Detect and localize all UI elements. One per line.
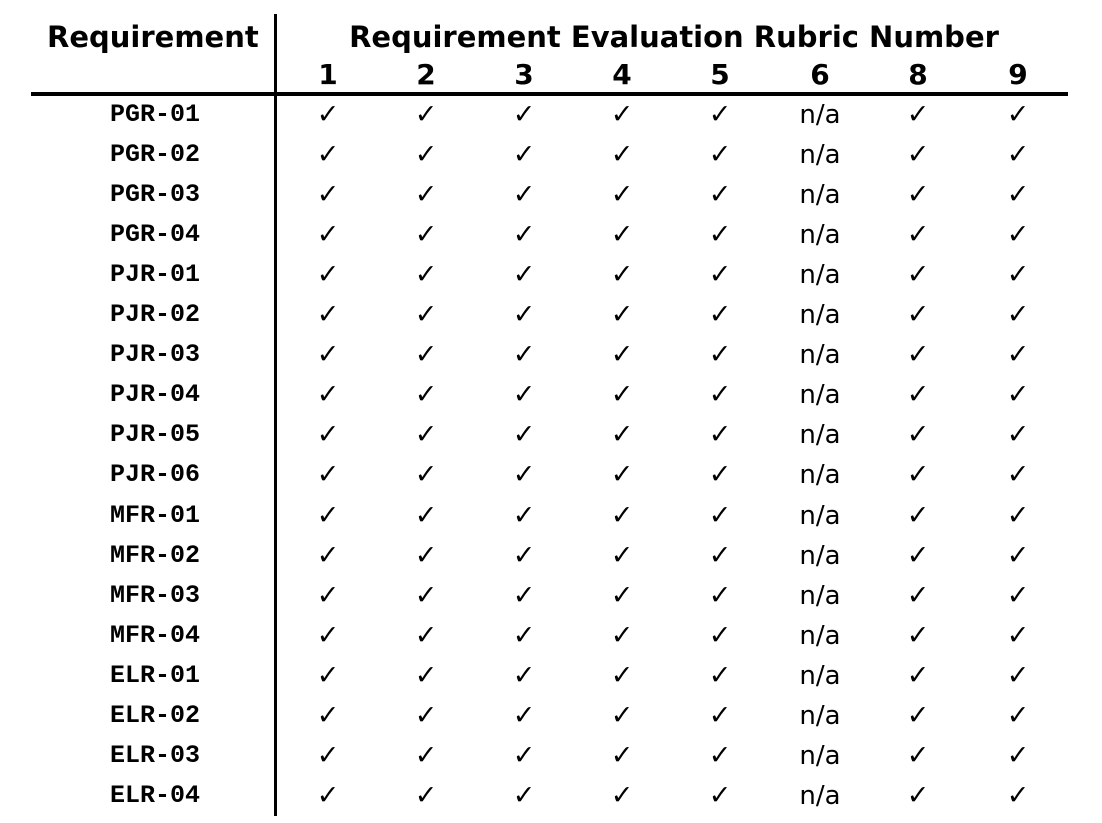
checkmark-icon: ✓ [1006, 419, 1030, 450]
checkmark-icon: ✓ [708, 620, 732, 651]
checkmark-icon: ✓ [414, 379, 438, 410]
checkmark-icon: ✓ [1006, 540, 1030, 571]
checkmark-icon: ✓ [316, 379, 340, 410]
not-applicable-mark: n/a [799, 300, 841, 330]
checkmark-icon: ✓ [316, 139, 340, 170]
checkmark-icon: ✓ [316, 500, 340, 531]
checkmark-icon: ✓ [512, 780, 536, 811]
checkmark-icon: ✓ [414, 139, 438, 170]
checkmark-icon: ✓ [610, 419, 634, 450]
requirement-id: PJR-05 [109, 420, 200, 449]
checkmark-icon: ✓ [1006, 379, 1030, 410]
column-header-9: 9 [1008, 58, 1028, 91]
not-applicable-mark: n/a [799, 661, 841, 691]
checkmark-icon: ✓ [316, 580, 340, 611]
not-applicable-mark: n/a [799, 100, 841, 130]
checkmark-icon: ✓ [708, 139, 732, 170]
checkmark-icon: ✓ [414, 99, 438, 130]
requirement-column-header: Requirement [47, 20, 259, 54]
column-header-5: 5 [710, 58, 730, 91]
checkmark-icon: ✓ [316, 740, 340, 771]
checkmark-icon: ✓ [1006, 459, 1030, 490]
checkmark-icon: ✓ [906, 540, 930, 571]
checkmark-icon: ✓ [906, 580, 930, 611]
column-header-3: 3 [514, 58, 534, 91]
checkmark-icon: ✓ [708, 419, 732, 450]
requirement-id: PGR-01 [109, 100, 200, 129]
checkmark-icon: ✓ [610, 500, 634, 531]
checkmark-icon: ✓ [1006, 299, 1030, 330]
checkmark-icon: ✓ [1006, 179, 1030, 210]
not-applicable-mark: n/a [799, 420, 841, 450]
not-applicable-mark: n/a [799, 380, 841, 410]
checkmark-icon: ✓ [414, 339, 438, 370]
checkmark-icon: ✓ [610, 740, 634, 771]
rubric-group-header: Requirement Evaluation Rubric Number [349, 20, 999, 54]
checkmark-icon: ✓ [610, 700, 634, 731]
requirement-id: PJR-06 [109, 460, 200, 489]
checkmark-icon: ✓ [610, 179, 634, 210]
column-header-4: 4 [612, 58, 632, 91]
checkmark-icon: ✓ [906, 259, 930, 290]
checkmark-icon: ✓ [316, 99, 340, 130]
checkmark-icon: ✓ [414, 780, 438, 811]
checkmark-icon: ✓ [316, 660, 340, 691]
checkmark-icon: ✓ [1006, 700, 1030, 731]
requirement-id: MFR-01 [109, 501, 200, 530]
checkmark-icon: ✓ [1006, 500, 1030, 531]
checkmark-icon: ✓ [610, 379, 634, 410]
checkmark-icon: ✓ [316, 259, 340, 290]
requirement-id: PJR-03 [109, 340, 200, 369]
checkmark-icon: ✓ [906, 620, 930, 651]
checkmark-icon: ✓ [414, 299, 438, 330]
checkmark-icon: ✓ [512, 540, 536, 571]
checkmark-icon: ✓ [512, 740, 536, 771]
checkmark-icon: ✓ [512, 299, 536, 330]
checkmark-icon: ✓ [316, 419, 340, 450]
checkmark-icon: ✓ [708, 179, 732, 210]
checkmark-icon: ✓ [414, 660, 438, 691]
checkmark-icon: ✓ [610, 540, 634, 571]
checkmark-icon: ✓ [512, 500, 536, 531]
vertical-divider [274, 14, 277, 816]
not-applicable-mark: n/a [799, 621, 841, 651]
requirement-id: PJR-04 [109, 380, 200, 409]
checkmark-icon: ✓ [708, 459, 732, 490]
checkmark-icon: ✓ [1006, 660, 1030, 691]
checkmark-icon: ✓ [708, 379, 732, 410]
checkmark-icon: ✓ [906, 500, 930, 531]
checkmark-icon: ✓ [1006, 339, 1030, 370]
requirement-id: ELR-02 [109, 701, 200, 730]
requirement-id: PGR-03 [109, 180, 200, 209]
not-applicable-mark: n/a [799, 501, 841, 531]
checkmark-icon: ✓ [610, 780, 634, 811]
column-header-2: 2 [416, 58, 436, 91]
checkmark-icon: ✓ [512, 179, 536, 210]
checkmark-icon: ✓ [414, 219, 438, 250]
not-applicable-mark: n/a [799, 541, 841, 571]
checkmark-icon: ✓ [316, 179, 340, 210]
not-applicable-mark: n/a [799, 260, 841, 290]
checkmark-icon: ✓ [708, 700, 732, 731]
checkmark-icon: ✓ [414, 540, 438, 571]
checkmark-icon: ✓ [512, 459, 536, 490]
checkmark-icon: ✓ [512, 620, 536, 651]
checkmark-icon: ✓ [512, 259, 536, 290]
checkmark-icon: ✓ [512, 339, 536, 370]
checkmark-icon: ✓ [414, 459, 438, 490]
checkmark-icon: ✓ [512, 419, 536, 450]
checkmark-icon: ✓ [512, 660, 536, 691]
checkmark-icon: ✓ [414, 500, 438, 531]
checkmark-icon: ✓ [906, 99, 930, 130]
checkmark-icon: ✓ [708, 99, 732, 130]
checkmark-icon: ✓ [708, 259, 732, 290]
not-applicable-mark: n/a [799, 781, 841, 811]
checkmark-icon: ✓ [906, 740, 930, 771]
checkmark-icon: ✓ [1006, 99, 1030, 130]
checkmark-icon: ✓ [610, 99, 634, 130]
checkmark-icon: ✓ [1006, 259, 1030, 290]
checkmark-icon: ✓ [414, 580, 438, 611]
checkmark-icon: ✓ [708, 500, 732, 531]
checkmark-icon: ✓ [316, 459, 340, 490]
not-applicable-mark: n/a [799, 741, 841, 771]
checkmark-icon: ✓ [316, 540, 340, 571]
checkmark-icon: ✓ [1006, 580, 1030, 611]
checkmark-icon: ✓ [1006, 620, 1030, 651]
checkmark-icon: ✓ [610, 339, 634, 370]
checkmark-icon: ✓ [512, 580, 536, 611]
checkmark-icon: ✓ [708, 540, 732, 571]
checkmark-icon: ✓ [610, 620, 634, 651]
requirement-id: MFR-03 [109, 581, 200, 610]
not-applicable-mark: n/a [799, 180, 841, 210]
checkmark-icon: ✓ [906, 339, 930, 370]
column-header-1: 1 [318, 58, 338, 91]
checkmark-icon: ✓ [414, 419, 438, 450]
checkmark-icon: ✓ [906, 419, 930, 450]
checkmark-icon: ✓ [414, 700, 438, 731]
checkmark-icon: ✓ [708, 219, 732, 250]
checkmark-icon: ✓ [512, 219, 536, 250]
checkmark-icon: ✓ [708, 780, 732, 811]
checkmark-icon: ✓ [512, 99, 536, 130]
checkmark-icon: ✓ [316, 780, 340, 811]
requirement-id: MFR-04 [109, 621, 200, 650]
checkmark-icon: ✓ [512, 139, 536, 170]
checkmark-icon: ✓ [414, 179, 438, 210]
not-applicable-mark: n/a [799, 220, 841, 250]
checkmark-icon: ✓ [316, 620, 340, 651]
checkmark-icon: ✓ [610, 219, 634, 250]
not-applicable-mark: n/a [799, 460, 841, 490]
checkmark-icon: ✓ [610, 259, 634, 290]
checkmark-icon: ✓ [316, 339, 340, 370]
checkmark-icon: ✓ [906, 700, 930, 731]
checkmark-icon: ✓ [906, 139, 930, 170]
checkmark-icon: ✓ [610, 139, 634, 170]
checkmark-icon: ✓ [414, 740, 438, 771]
checkmark-icon: ✓ [316, 219, 340, 250]
not-applicable-mark: n/a [799, 340, 841, 370]
checkmark-icon: ✓ [316, 299, 340, 330]
checkmark-icon: ✓ [1006, 139, 1030, 170]
checkmark-icon: ✓ [512, 379, 536, 410]
checkmark-icon: ✓ [708, 740, 732, 771]
checkmark-icon: ✓ [708, 299, 732, 330]
checkmark-icon: ✓ [610, 580, 634, 611]
requirement-id: PJR-01 [109, 260, 200, 289]
checkmark-icon: ✓ [708, 339, 732, 370]
checkmark-icon: ✓ [906, 299, 930, 330]
checkmark-icon: ✓ [512, 700, 536, 731]
checkmark-icon: ✓ [610, 299, 634, 330]
checkmark-icon: ✓ [316, 700, 340, 731]
requirement-id: ELR-04 [109, 781, 200, 810]
requirement-id: PGR-02 [109, 140, 200, 169]
checkmark-icon: ✓ [906, 780, 930, 811]
checkmark-icon: ✓ [414, 620, 438, 651]
checkmark-icon: ✓ [906, 660, 930, 691]
requirement-id: ELR-03 [109, 741, 200, 770]
requirement-id: PGR-04 [109, 220, 200, 249]
checkmark-icon: ✓ [610, 660, 634, 691]
not-applicable-mark: n/a [799, 701, 841, 731]
checkmark-icon: ✓ [1006, 740, 1030, 771]
column-header-8: 8 [908, 58, 928, 91]
checkmark-icon: ✓ [1006, 219, 1030, 250]
checkmark-icon: ✓ [906, 379, 930, 410]
checkmark-icon: ✓ [708, 660, 732, 691]
requirement-id: PJR-02 [109, 300, 200, 329]
checkmark-icon: ✓ [708, 580, 732, 611]
not-applicable-mark: n/a [799, 581, 841, 611]
checkmark-icon: ✓ [1006, 780, 1030, 811]
checkmark-icon: ✓ [414, 259, 438, 290]
requirement-id: MFR-02 [109, 541, 200, 570]
checkmark-icon: ✓ [906, 219, 930, 250]
not-applicable-mark: n/a [799, 140, 841, 170]
checkmark-icon: ✓ [906, 179, 930, 210]
checkmark-icon: ✓ [906, 459, 930, 490]
requirement-id: ELR-01 [109, 661, 200, 690]
column-header-6: 6 [810, 58, 830, 91]
checkmark-icon: ✓ [610, 459, 634, 490]
